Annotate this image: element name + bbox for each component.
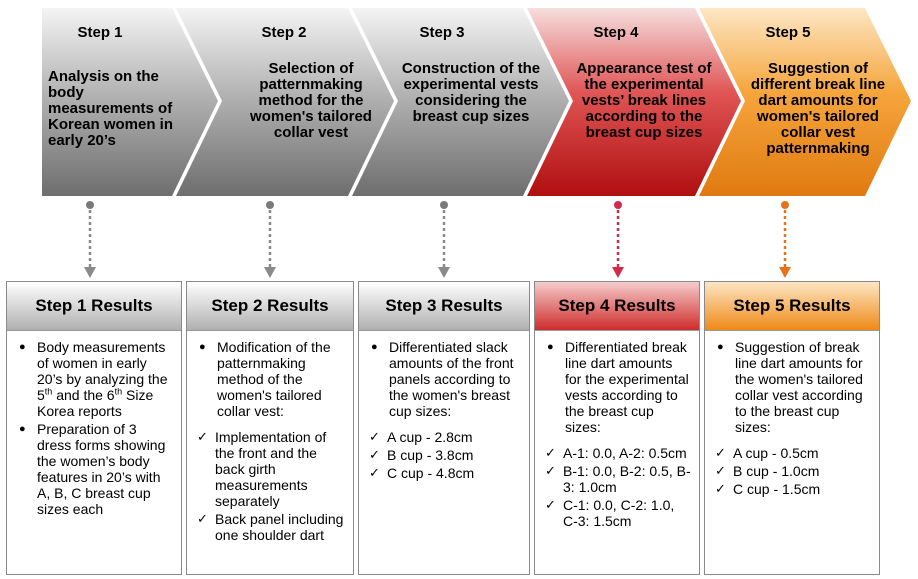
- step-3-text: Construction of the experimental vests considering the breast cup sizes: [401, 60, 541, 125]
- step-3-check-3: ✓ C cup - 4.8cm: [369, 465, 521, 481]
- step-1-bullet-1: ● Body measurements of women in early 20’s by analyzing the 5th and the 6th Size Korea reports: [17, 339, 173, 419]
- step-4-title: Step 4: [593, 24, 639, 41]
- step-4-bullet-1: ● Differentiated break line dart amounts for the experimental vests according to the breast cup sizes:: [545, 339, 691, 435]
- step-2-results-heading: Step 2 Results: [187, 282, 353, 331]
- step-5-check-3: ✓ C cup - 1.5cm: [715, 481, 871, 497]
- step-5-check-2: ✓ B cup - 1.0cm: [715, 463, 871, 479]
- step-5-text: Suggestion of different break line dart amounts for women's tailored collar vest patternmaking: [750, 60, 886, 157]
- step-3-results-heading: Step 3 Results: [359, 282, 529, 331]
- step-4-results-heading: Step 4 Results: [535, 282, 699, 331]
- connector-1: [84, 201, 96, 278]
- step-3-title: Step 3: [419, 24, 465, 41]
- step-1-text: Analysis on the body measurements of Korean women in early 20’s: [48, 68, 174, 149]
- step-1-results-heading: Step 1 Results: [7, 282, 181, 331]
- connector-2: [264, 201, 276, 278]
- step-3-check-2: ✓ B cup - 3.8cm: [369, 447, 521, 463]
- step-4-check-3: ✓ C-1: 0.0, C-2: 1.0, C-3: 1.5cm: [545, 497, 691, 529]
- step-4-check-1: ✓ A-1: 0.0, A-2: 0.5cm: [545, 445, 691, 461]
- step-4-text: Appearance test of the experimental vests’ break lines according to the breast cup sizes: [576, 60, 712, 141]
- step-2-title: Step 2: [261, 24, 307, 41]
- step-5-check-1: ✓ A cup - 0.5cm: [715, 445, 871, 461]
- step-4-results-panel: [534, 281, 700, 575]
- step-1-results-panel: [6, 281, 182, 575]
- step-2-bullet-1: ● Modification of the patternmaking method of the women's tailored collar vest:: [197, 339, 345, 419]
- step-2-text: Selection of patternmaking method for the women's tailored collar vest: [250, 60, 372, 141]
- step-2-results-panel: [186, 281, 354, 575]
- connector-4: [612, 201, 624, 278]
- step-5-results-heading: Step 5 Results: [705, 282, 879, 331]
- connector-3: [438, 201, 450, 278]
- step-3-check-1: ✓ A cup - 2.8cm: [369, 429, 521, 445]
- step-3-bullet-1: ● Differentiated slack amounts of the front panels according to the women's breast cup sizes:: [369, 339, 521, 419]
- step-5-bullet-1: ● Suggestion of break line dart amounts for the women's tailored collar vest according to the breast cup sizes:: [715, 339, 871, 435]
- step-4-check-2: ✓ B-1: 0.0, B-2: 0.5, B-3: 1.0cm: [545, 463, 691, 495]
- step-3-results-panel: [358, 281, 530, 575]
- step-5-title: Step 5: [765, 24, 811, 41]
- step-5-results-panel: [704, 281, 880, 575]
- step-1-title: Step 1: [77, 24, 123, 41]
- connector-5: [779, 201, 791, 278]
- step-2-check-1: ✓ Implementation of the front and the back girth measurements separately: [197, 429, 345, 509]
- step-1-bullet-2: ● Preparation of 3 dress forms showing the women’s body features in 20’s with A, B, C breast cup sizes each: [17, 421, 173, 517]
- step-2-check-2: ✓ Back panel including one shoulder dart: [197, 511, 345, 543]
